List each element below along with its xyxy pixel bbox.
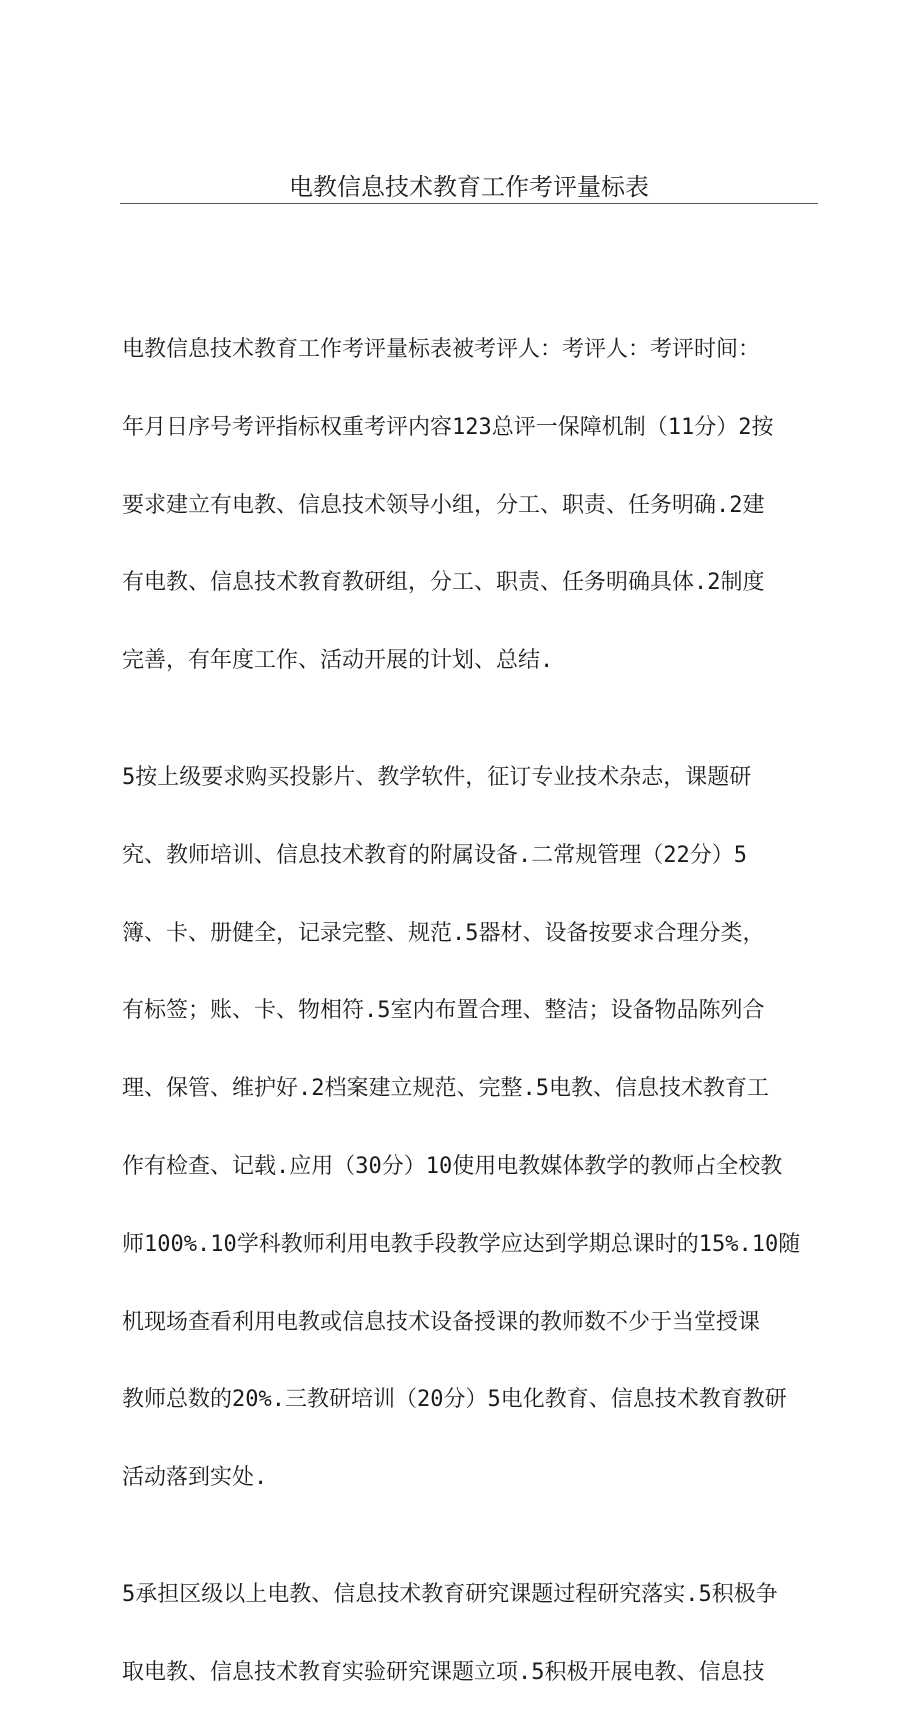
text-line: 教师总数的20%.三教研培训（20分）5电化教育、信息技术教育教研 xyxy=(122,1387,787,1413)
text-line: 完善，有年度工作、活动开展的计划、总结. xyxy=(122,648,554,674)
text-line: 取电教、信息技术教育实验研究课题立项.5积极开展电教、信息技 xyxy=(122,1659,765,1685)
text-line: 师100%.10学科教师利用电教手段教学应达到学期总课时的15%.10随 xyxy=(122,1231,801,1257)
text-line: 作有检查、记载.应用（30分）10使用电教媒体教学的教师占全校教 xyxy=(122,1153,783,1179)
paragraph-1 xyxy=(122,292,822,720)
paragraph-2 xyxy=(122,720,822,1537)
title-underline xyxy=(120,203,818,204)
text-line: 要求建立有电教、信息技术领导小组，分工、职责、任务明确.2建 xyxy=(122,492,765,518)
text-line: 5按上级要求购买投影片、教学软件，征订专业技术杂志，课题研 xyxy=(122,764,752,790)
text-line: 机现场查看利用电教或信息技术设备授课的教师数不少于当堂授课 xyxy=(122,1309,761,1335)
text-line: 年月日序号考评指标权重考评内容123总评一保障机制（11分）2按 xyxy=(122,414,774,440)
text-line: 5承担区级以上电教、信息技术教育研究课题过程研究落实.5积极争 xyxy=(122,1581,778,1607)
text-line: 有电教、信息技术教育教研组，分工、职责、任务明确具体.2制度 xyxy=(122,570,765,596)
document-title: 电教信息技术教育工作考评量标表 xyxy=(289,173,649,201)
document-body xyxy=(122,292,822,1732)
text-line: 电教信息技术教育工作考评量标表被考评人：考评人：考评时间： xyxy=(122,336,761,362)
paragraph-3 xyxy=(122,1537,822,1732)
text-line: 有标签；账、卡、物相符.5室内布置合理、整洁；设备物品陈列合 xyxy=(122,998,765,1024)
text-line: 理、保管、维护好.2档案建立规范、完整.5电教、信息技术教育工 xyxy=(122,1076,769,1102)
text-line: 究、教师培训、信息技术教育的附属设备.二常规管理（22分）5 xyxy=(122,842,747,868)
text-line: 活动落到实处. xyxy=(122,1465,268,1491)
text-line: 簿、卡、册健全，记录完整、规范.5器材、设备按要求合理分类， xyxy=(122,920,765,946)
